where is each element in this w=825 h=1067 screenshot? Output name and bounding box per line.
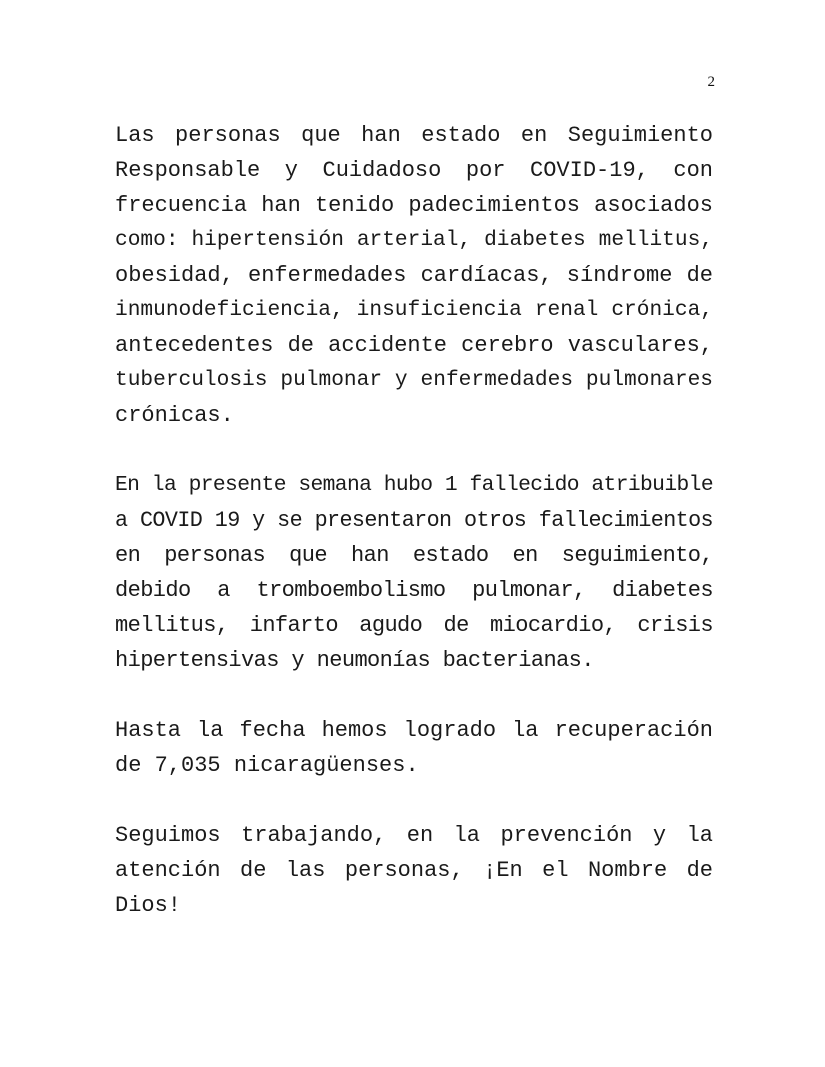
text-line: en personas que han estado en seguimiento,	[115, 543, 713, 568]
text-line: Responsable y Cuidadoso por COVID-19, con	[115, 158, 713, 183]
text-line: En la presente semana hubo 1 fallecido atribuible	[115, 473, 713, 497]
text-line: Las personas que han estado en Seguimiento	[115, 123, 713, 148]
paragraph-deaths	[115, 468, 713, 678]
text-line: de 7,035 nicaragüenses.	[115, 753, 419, 778]
text-line: mellitus, infarto agudo de miocardio, crisis	[115, 613, 713, 638]
document-body	[115, 118, 713, 958]
text-line: inmunodeficiencia, insuficiencia renal crónica,	[115, 298, 713, 322]
text-line: a COVID 19 y se presentaron otros fallecimientos	[115, 508, 713, 533]
paragraph-recoveries	[115, 713, 713, 783]
text-line: frecuencia han tenido padecimientos asociados	[115, 193, 713, 218]
text-line: atención de las personas, ¡En el Nombre de	[115, 858, 713, 883]
text-line: crónicas.	[115, 403, 234, 428]
page-number: 2	[707, 74, 715, 90]
text-line: Hasta la fecha hemos logrado la recuperación	[115, 718, 713, 743]
text-line: Seguimos trabajando, en la prevención y la	[115, 823, 713, 848]
paragraph-closing	[115, 818, 713, 923]
text-line: debido a tromboembolismo pulmonar, diabetes	[115, 578, 713, 603]
paragraph-comorbidities	[115, 118, 713, 433]
text-line: obesidad, enfermedades cardíacas, síndrome de	[115, 263, 713, 288]
text-line: antecedentes de accidente cerebro vasculares,	[115, 333, 713, 358]
text-line: como: hipertensión arterial, diabetes mellitus,	[115, 228, 713, 252]
text-line: tuberculosis pulmonar y enfermedades pulmonares	[115, 368, 713, 392]
text-line: Dios!	[115, 893, 182, 918]
text-line: hipertensivas y neumonías bacterianas.	[115, 648, 594, 673]
